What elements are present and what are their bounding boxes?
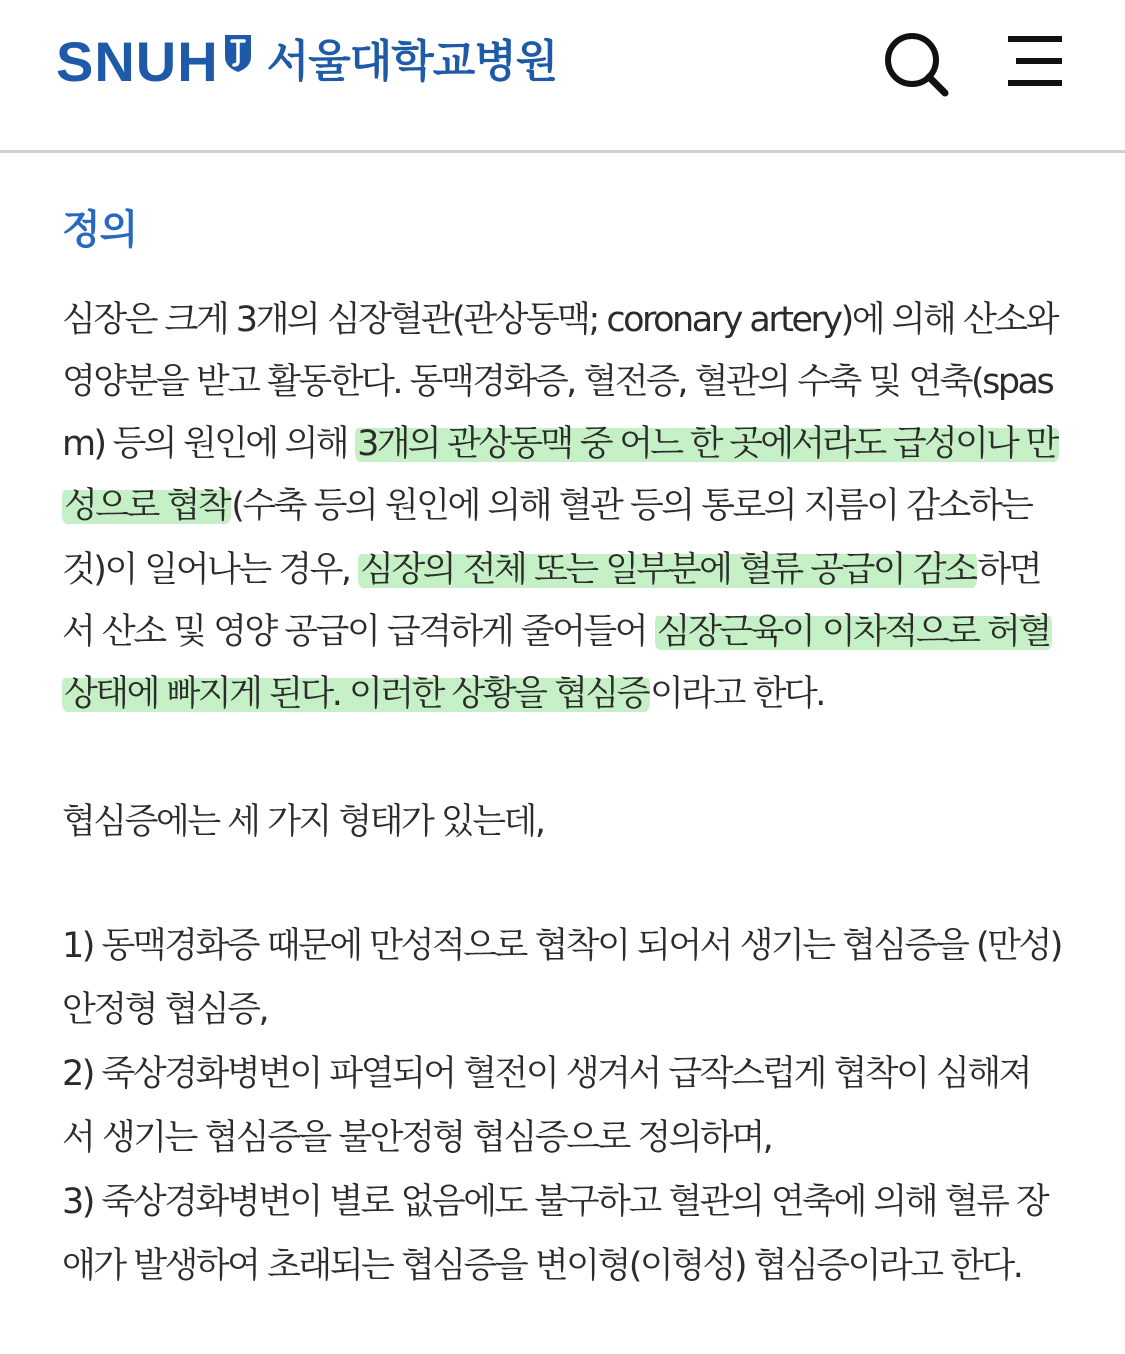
list-item: 3) 죽상경화병변이 별로 없음에도 불구하고 혈관의 연축에 의해 혈류 장 [62, 1182, 1048, 1222]
highlighted-text: 성으로 협착 [64, 486, 230, 526]
logo-text: SNUH [56, 30, 219, 93]
list-item: 서 생기는 협심증을 불안정형 협심증으로 정의하며, [62, 1118, 772, 1158]
paragraph-line: 협심증에는 세 가지 형태가 있는데, [62, 802, 544, 842]
shield-emblem-icon [223, 33, 253, 73]
highlighted-text: 상태에 빠지게 된다. 이러한 상황을 협심증 [64, 674, 649, 714]
list-item: 애가 발생하여 초래되는 협심증을 변이형(이형성) 협심증이라고 한다. [62, 1246, 1022, 1286]
app-header [0, 0, 1125, 153]
paragraph-line: 심장은 크게 3개의 심장혈관(관상동맥; coronary artery)에 의해 산소와 [62, 300, 1057, 340]
list-item: 2) 죽상경화병변이 파열되어 혈전이 생겨서 급작스럽게 협착이 심해져 [62, 1054, 1030, 1094]
highlighted-text: 심장근육이 이차적으로 허혈 [656, 612, 1050, 652]
highlighted-text: 3개의 관상동맥 중 어느 한 곳에서라도 급성이나 만 [357, 424, 1057, 464]
paragraph-line: 영양분을 받고 활동한다. 동맥경화증, 혈전증, 혈관의 수축 및 연축(spas [62, 362, 1053, 402]
hamburger-menu-icon [1002, 30, 1068, 92]
list-item: 1) 동맥경화증 때문에 만성적으로 협착이 되어서 생기는 협심증을 (만성) [62, 926, 1061, 966]
highlighted-text: 심장의 전체 또는 일부분에 혈류 공급이 감소 [360, 550, 976, 590]
paragraph-line: 성으로 협착(수축 등의 원인에 의해 혈관 등의 통로의 지름이 감소하는 [64, 486, 1032, 526]
search-button[interactable] [882, 30, 950, 98]
search-icon [882, 30, 950, 98]
paragraph-line: 상태에 빠지게 된다. 이러한 상황을 협심증이라고 한다. [64, 674, 824, 714]
paragraph-line: m) 등의 원인에 의해 3개의 관상동맥 중 어느 한 곳에서라도 급성이나 만 [62, 424, 1057, 464]
section-title: 정의 [62, 207, 138, 253]
paragraph-line: 것)이 일어나는 경우, 심장의 전체 또는 일부분에 혈류 공급이 감소하면 [62, 550, 1041, 590]
list-item: 안정형 협심증, [62, 990, 268, 1030]
hospital-name: 서울대학교병원 [266, 36, 558, 87]
menu-button[interactable] [1002, 30, 1068, 92]
snuh-logo[interactable] [56, 30, 557, 94]
paragraph-line: 서 산소 및 영양 공급이 급격하게 줄어들어 심장근육이 이차적으로 허혈 [62, 612, 1050, 652]
